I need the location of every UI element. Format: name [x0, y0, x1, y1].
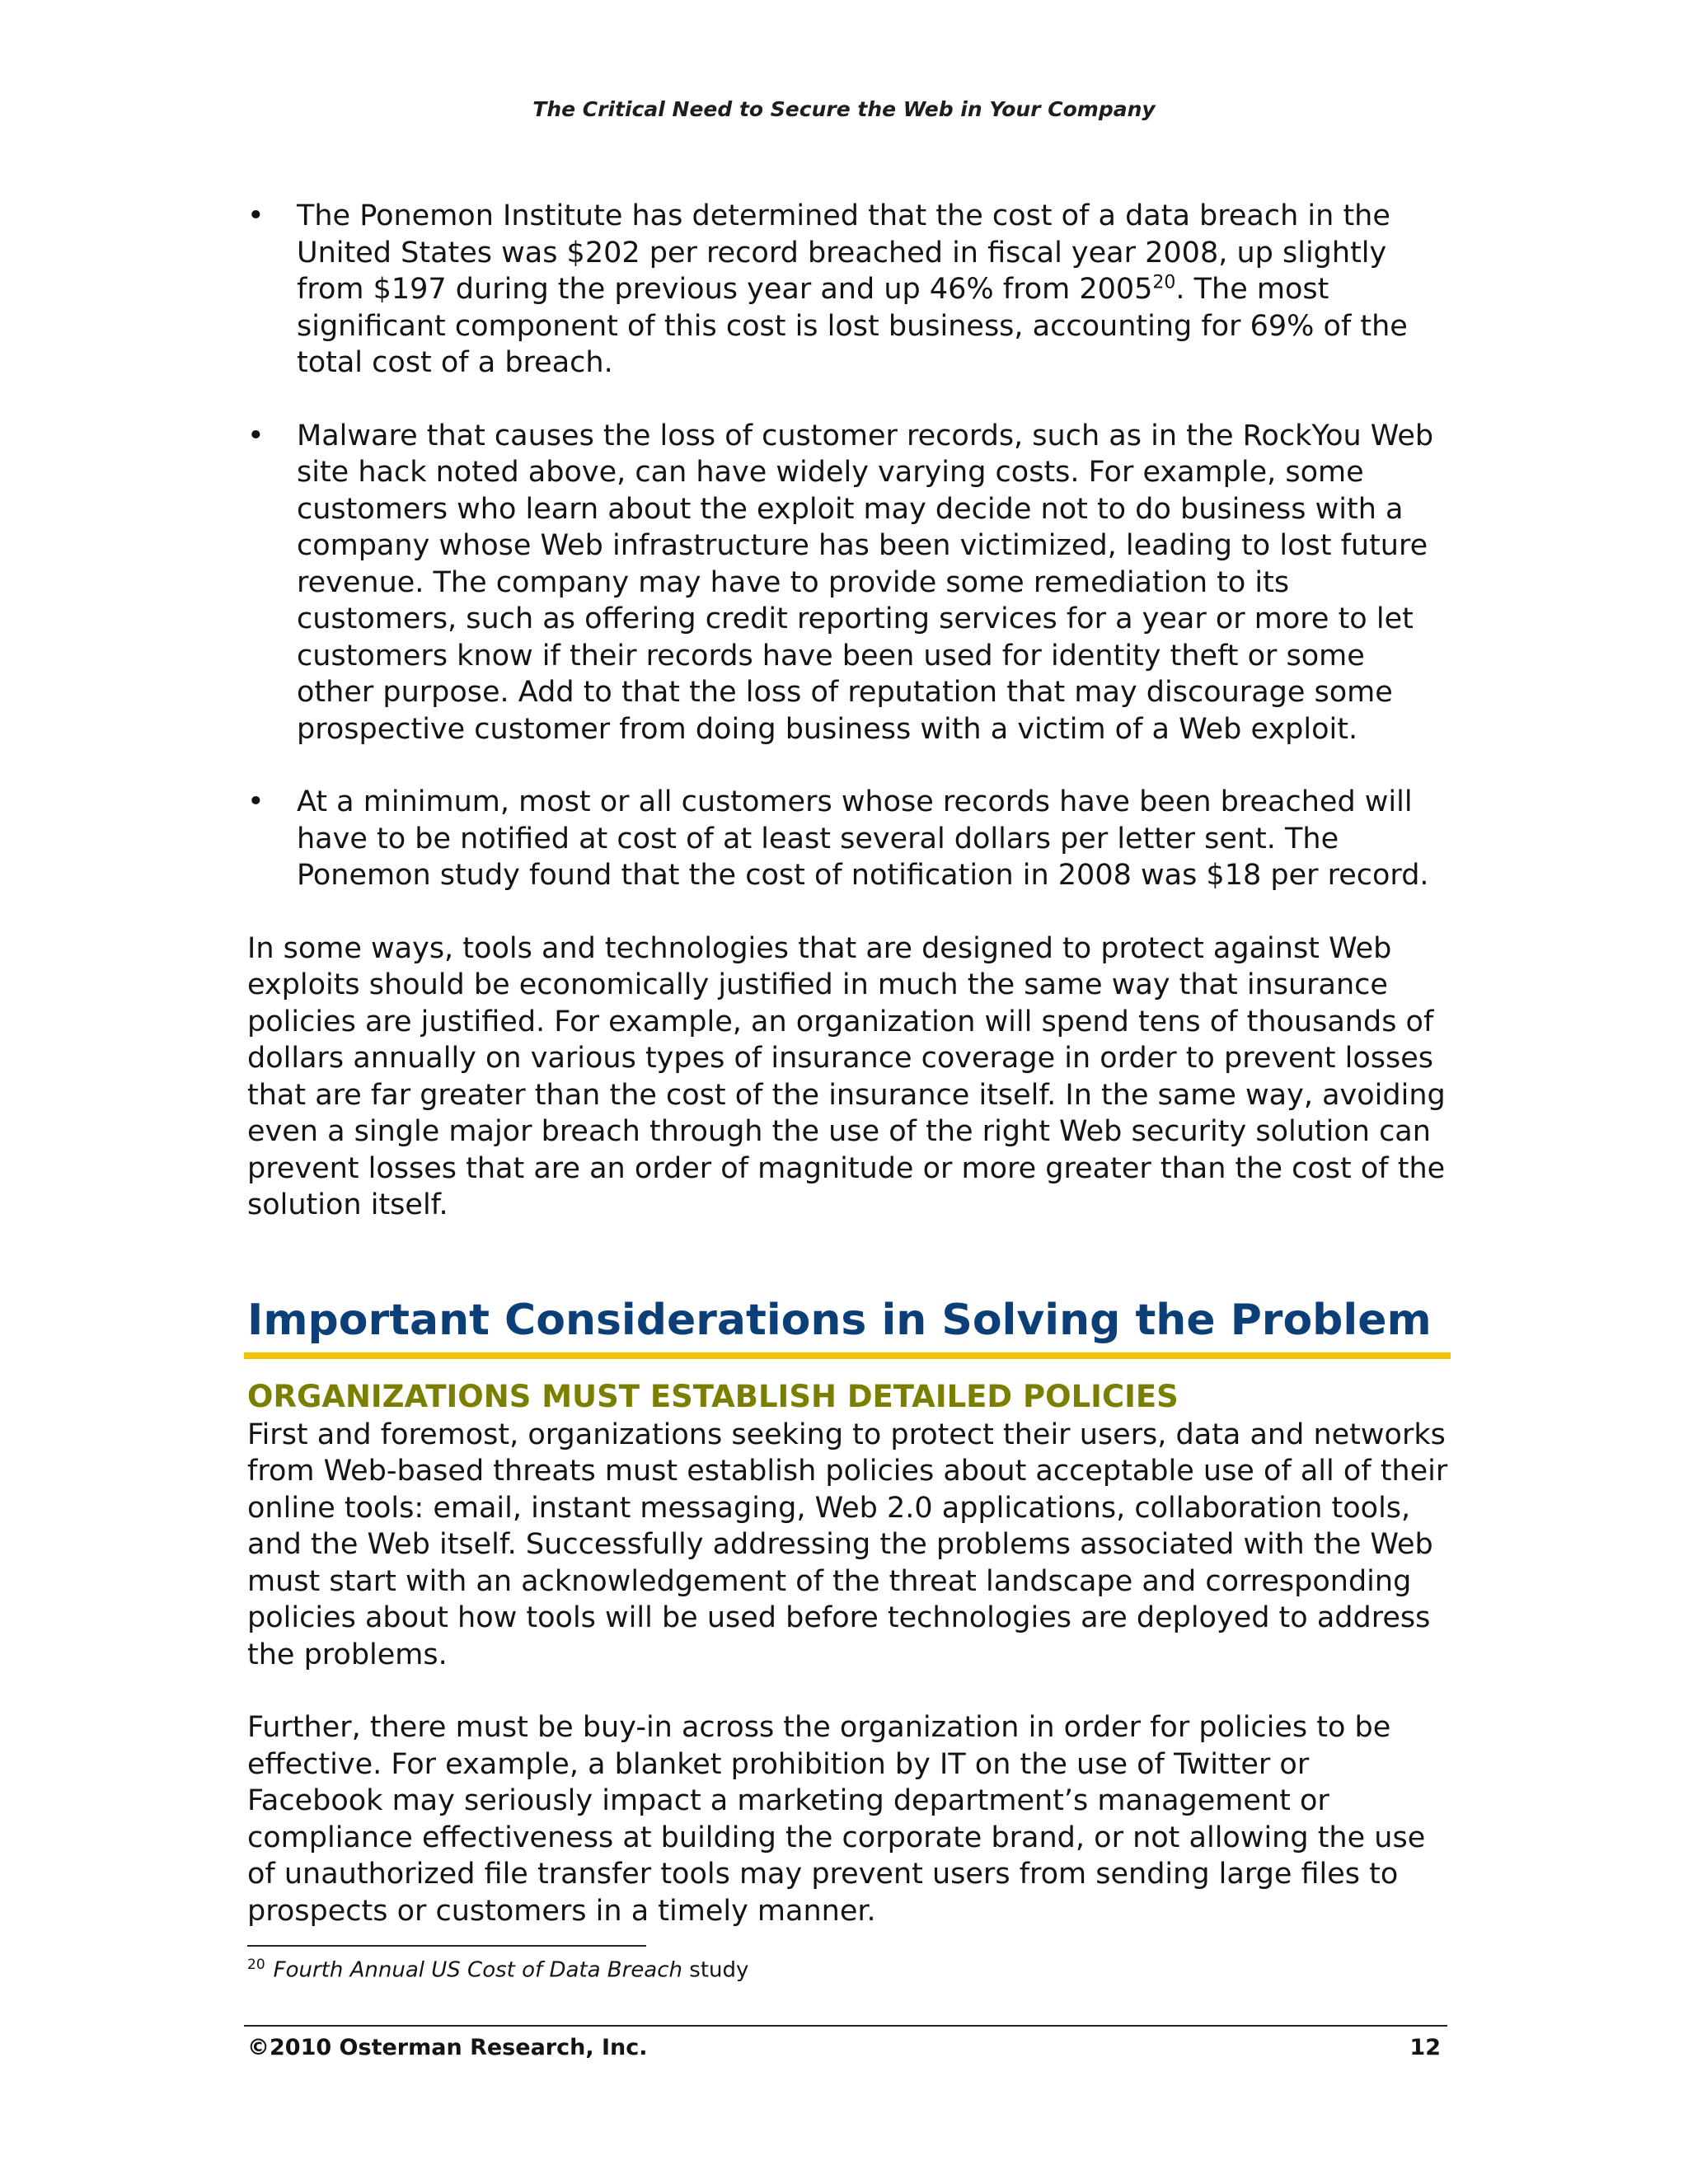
footer-copyright: ©2010 Osterman Research, Inc. — [247, 2035, 648, 2060]
bullet-item-malware-costs — [247, 418, 1451, 748]
footnote-number: 20 — [247, 1957, 265, 1973]
bullet-item-notification-cost — [247, 784, 1451, 894]
paragraph-buy-in: Further, there must be buy-in across the organization in order for policies to be effective. For example, a blanket prohibition by IT on the use of Twitter or Facebook may seriously impact a marketing department’s management or compliance effectiveness at building the corporate brand, or not allowing the use of unauthorized file transfer tools may prevent users from sending large files to prospects or customers in a timely manner. — [247, 1711, 1426, 1928]
bullet-icon: • — [247, 419, 265, 452]
page-content — [247, 198, 1451, 1929]
running-header-title: The Critical Need to Secure the Web in Your Company — [532, 97, 1156, 121]
paragraph-spacer — [247, 1673, 1451, 1709]
bullet-text: The Ponemon Institute has determined that the cost of a data breach in the United States was $202 per record breached in fiscal year 2008, up slightly from $197 during the previous year and up 46% from 2005 — [297, 199, 1390, 306]
section-subheading: ORGANIZATIONS MUST ESTABLISH DETAILED POLICIES — [247, 1378, 1179, 1414]
section-heading: Important Considerations in Solving the Problem — [244, 1295, 1451, 1359]
footnote — [247, 1957, 748, 1983]
paragraph-insurance: In some ways, tools and technologies that are designed to protect against Web exploits should be economically justified in much the same way that insurance policies are justified. For example, an organization will spend tens of thousands of dollars annually on various types of insurance coverage in order to prevent losses that are far greater than the cost of the insurance itself. In the same way, avoiding even a single major breach through the use of the right Web security solution can prevent losses that are an order of magnitude or more greater than the cost of the solution itself. — [247, 931, 1446, 1221]
footnote-title: Fourth Annual US Cost of Data Breach — [273, 1957, 683, 1983]
bullet-icon: • — [247, 199, 265, 232]
bullet-text-continued: . The most significant component of this cost is lost business, accounting for 69% of the total cost of a breach. — [297, 273, 1408, 379]
bullet-text: At a minimum, most or all customers whose records have been breached will have to be notified at cost of at least several dollars per letter sent. The Ponemon study found that the cost of notification in 2008 was $18 per record. — [297, 785, 1429, 892]
footnote-suffix: study — [682, 1957, 749, 1983]
bullet-icon: • — [247, 785, 265, 818]
footer-divider — [244, 2025, 1447, 2027]
page-number: 12 — [1409, 2035, 1441, 2060]
bullet-item-breach-cost — [247, 198, 1451, 382]
bullet-list — [247, 198, 1451, 894]
footnote-divider — [247, 1945, 646, 1947]
footnote-reference: 20 — [1152, 272, 1176, 293]
paragraph-policies: First and foremost, organizations seeking to protect their users, data and networks from Web-based threats must establish policies about acceptable use of all of their online tools: email, instant messaging, Web 2.0 applications, collaboration tools, and the Web itself. Successfully addressing the problems associated with the Web must start with an acknowledgement of the threat landscape and corresponding policies about how tools will be used before technologies are deployed to address the problems. — [247, 1418, 1448, 1671]
bullet-text: Malware that causes the loss of customer records, such as in the RockYou Web site hack noted above, can have widely varying costs. For example, some customers who learn about the exploit may decide not to do business with a company whose Web infrastructure has been victimized, leading to lost future revenue. The company may have to provide some remediation to its customers, such as offering credit reporting services for a year or more to let customers know if their records have been used for identity theft or some other purpose. Add to that the loss of reputation that may discourage some prospective customer from doing business with a victim of a Web exploit. — [297, 419, 1434, 746]
